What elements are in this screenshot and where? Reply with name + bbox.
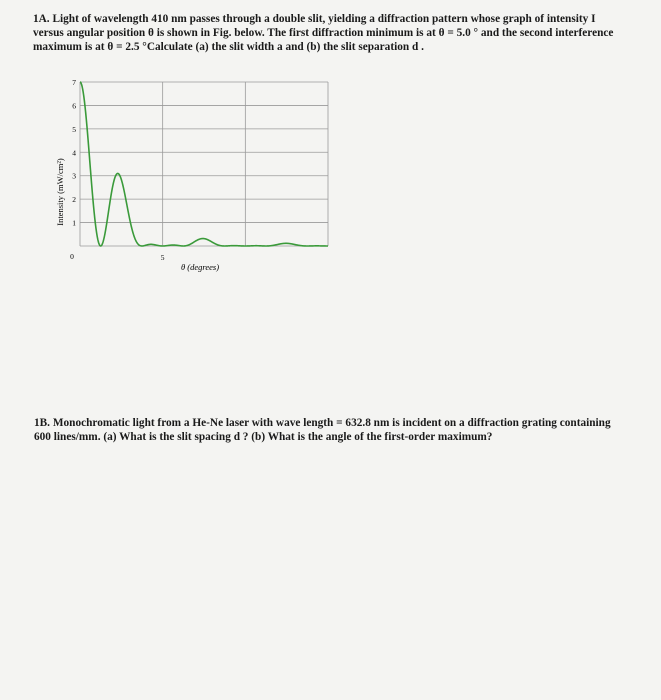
y-tick-label: 4 <box>72 148 76 158</box>
chart-grid <box>80 82 328 246</box>
problem-1b <box>34 417 654 445</box>
problem-1a-line1 <box>33 13 653 27</box>
intensity-curve <box>80 82 328 246</box>
y-tick-label: 2 <box>72 195 76 205</box>
problem-1a-text-line3: maximum is at θ = 2.5 °Calculate (a) the slit width a and (b) the slit separation d . <box>33 40 424 53</box>
problem-1b-line1 <box>34 417 654 431</box>
problem-1b-label: 1B. <box>34 417 51 429</box>
intensity-chart <box>52 74 332 284</box>
x-axis-label: θ (degrees) <box>180 262 220 272</box>
intensity-figure <box>52 74 332 284</box>
problem-1a-label: 1A. <box>33 13 50 25</box>
x-tick-labels <box>70 252 165 262</box>
y-tick-label: 1 <box>72 218 76 228</box>
problem-1a-text-line1: Light of wavelength 410 nm passes through a double slit, yielding a diffraction pattern whose graph of intensity I <box>52 13 596 25</box>
y-tick-label: 7 <box>72 78 76 87</box>
x-tick-label: 0 <box>70 252 74 261</box>
problem-1b-text-line1: Monochromatic light from a He-Ne laser with wave length = 632.8 nm is incident on a diffraction grating containing <box>52 417 611 429</box>
x-tick-label: 5 <box>160 253 165 262</box>
y-tick-labels <box>72 78 76 228</box>
problem-1a-text-line2: versus angular position θ is shown in Fig. below. The first diffraction minimum is at θ = 5.0 ° and the second interference <box>33 26 614 39</box>
problem-1b-text-line2: 600 lines/mm. (a) What is the slit spacing d ? (b) What is the angle of the first-order maximum? <box>34 430 493 443</box>
y-tick-label: 6 <box>72 101 76 111</box>
y-axis-label: Intensity (mW/cm²) <box>55 158 65 226</box>
y-tick-label: 3 <box>72 171 76 181</box>
problem-1a <box>33 13 653 54</box>
y-tick-label: 5 <box>72 124 76 134</box>
